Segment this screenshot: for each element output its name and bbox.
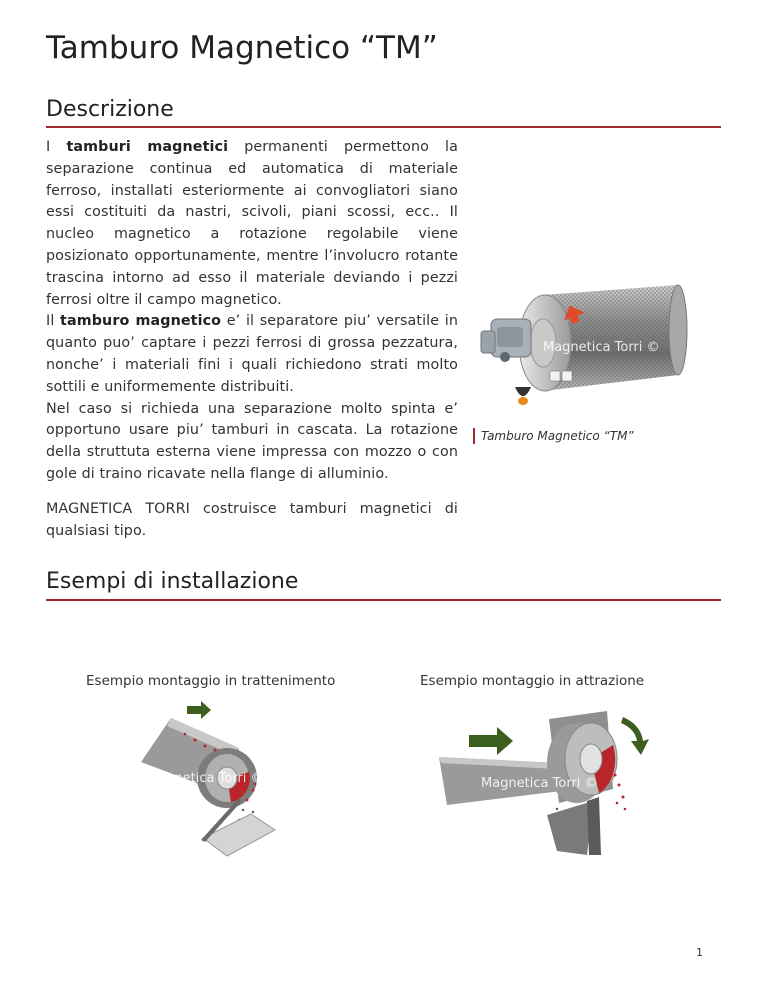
description-heading: Descrizione <box>46 97 174 122</box>
page-number: 1 <box>696 946 703 959</box>
image-caption: Tamburo Magnetico “TM” <box>473 428 634 444</box>
example-1-caption: Esempio montaggio in trattenimento <box>86 673 336 689</box>
paragraph-1: I tamburi magnetici permanenti permettono la separazione continua ed automatica di materiale ferroso, installati esteriormente ai convogliatori siano essi costituiti da nastri, scivoli, piani scossi, ecc.. Il nucleo magnetico a rotazione regolabile viene posizionato opportunamente, mentre l’involucro rotante trascina intorno ad esso il materiale deviando i pezzi ferrosi oltre il campo magnetico. <box>46 139 458 308</box>
watermark: Magnetica Torri © <box>543 340 660 355</box>
watermark: Magnetica Torri © <box>147 771 264 786</box>
installation-divider <box>46 599 721 601</box>
paragraph-3: Nel caso si richieda una separazione molto spinta e’ opportuno usare piu’ tamburi in cascata. La rotazione della struttuta esterna viene impressa con mozzo o con gole di traino ricavate nella flange di alluminio. <box>46 400 458 482</box>
paragraph-4: MAGNETICA TORRI costruisce tamburi magnetici di qualsiasi tipo. <box>46 501 458 539</box>
page-title: Tamburo Magnetico “TM” <box>46 30 438 66</box>
bold-term: tamburi magnetici <box>66 139 229 155</box>
paragraph-2: Il tamburo magnetico e’ il separatore piu’ versatile in quanto puo’ captare i pezzi ferrosi di grossa pezzatura, nonche’ i materiali fini i quali richiedono strati molto sottili e uniformemente distribuiti. <box>46 313 458 395</box>
retention-mounting-diagram <box>135 700 295 860</box>
installation-heading: Esempi di installazione <box>46 569 299 594</box>
example-2-caption: Esempio montaggio in attrazione <box>420 673 645 689</box>
description-closing <box>46 499 458 543</box>
bold-term: tamburo magnetico <box>60 313 222 330</box>
description-text <box>46 137 458 486</box>
description-divider <box>46 126 721 128</box>
attraction-mounting-diagram <box>437 705 657 860</box>
watermark: Magnetica Torri © <box>481 776 598 791</box>
magnetic-drum-image <box>473 283 688 413</box>
